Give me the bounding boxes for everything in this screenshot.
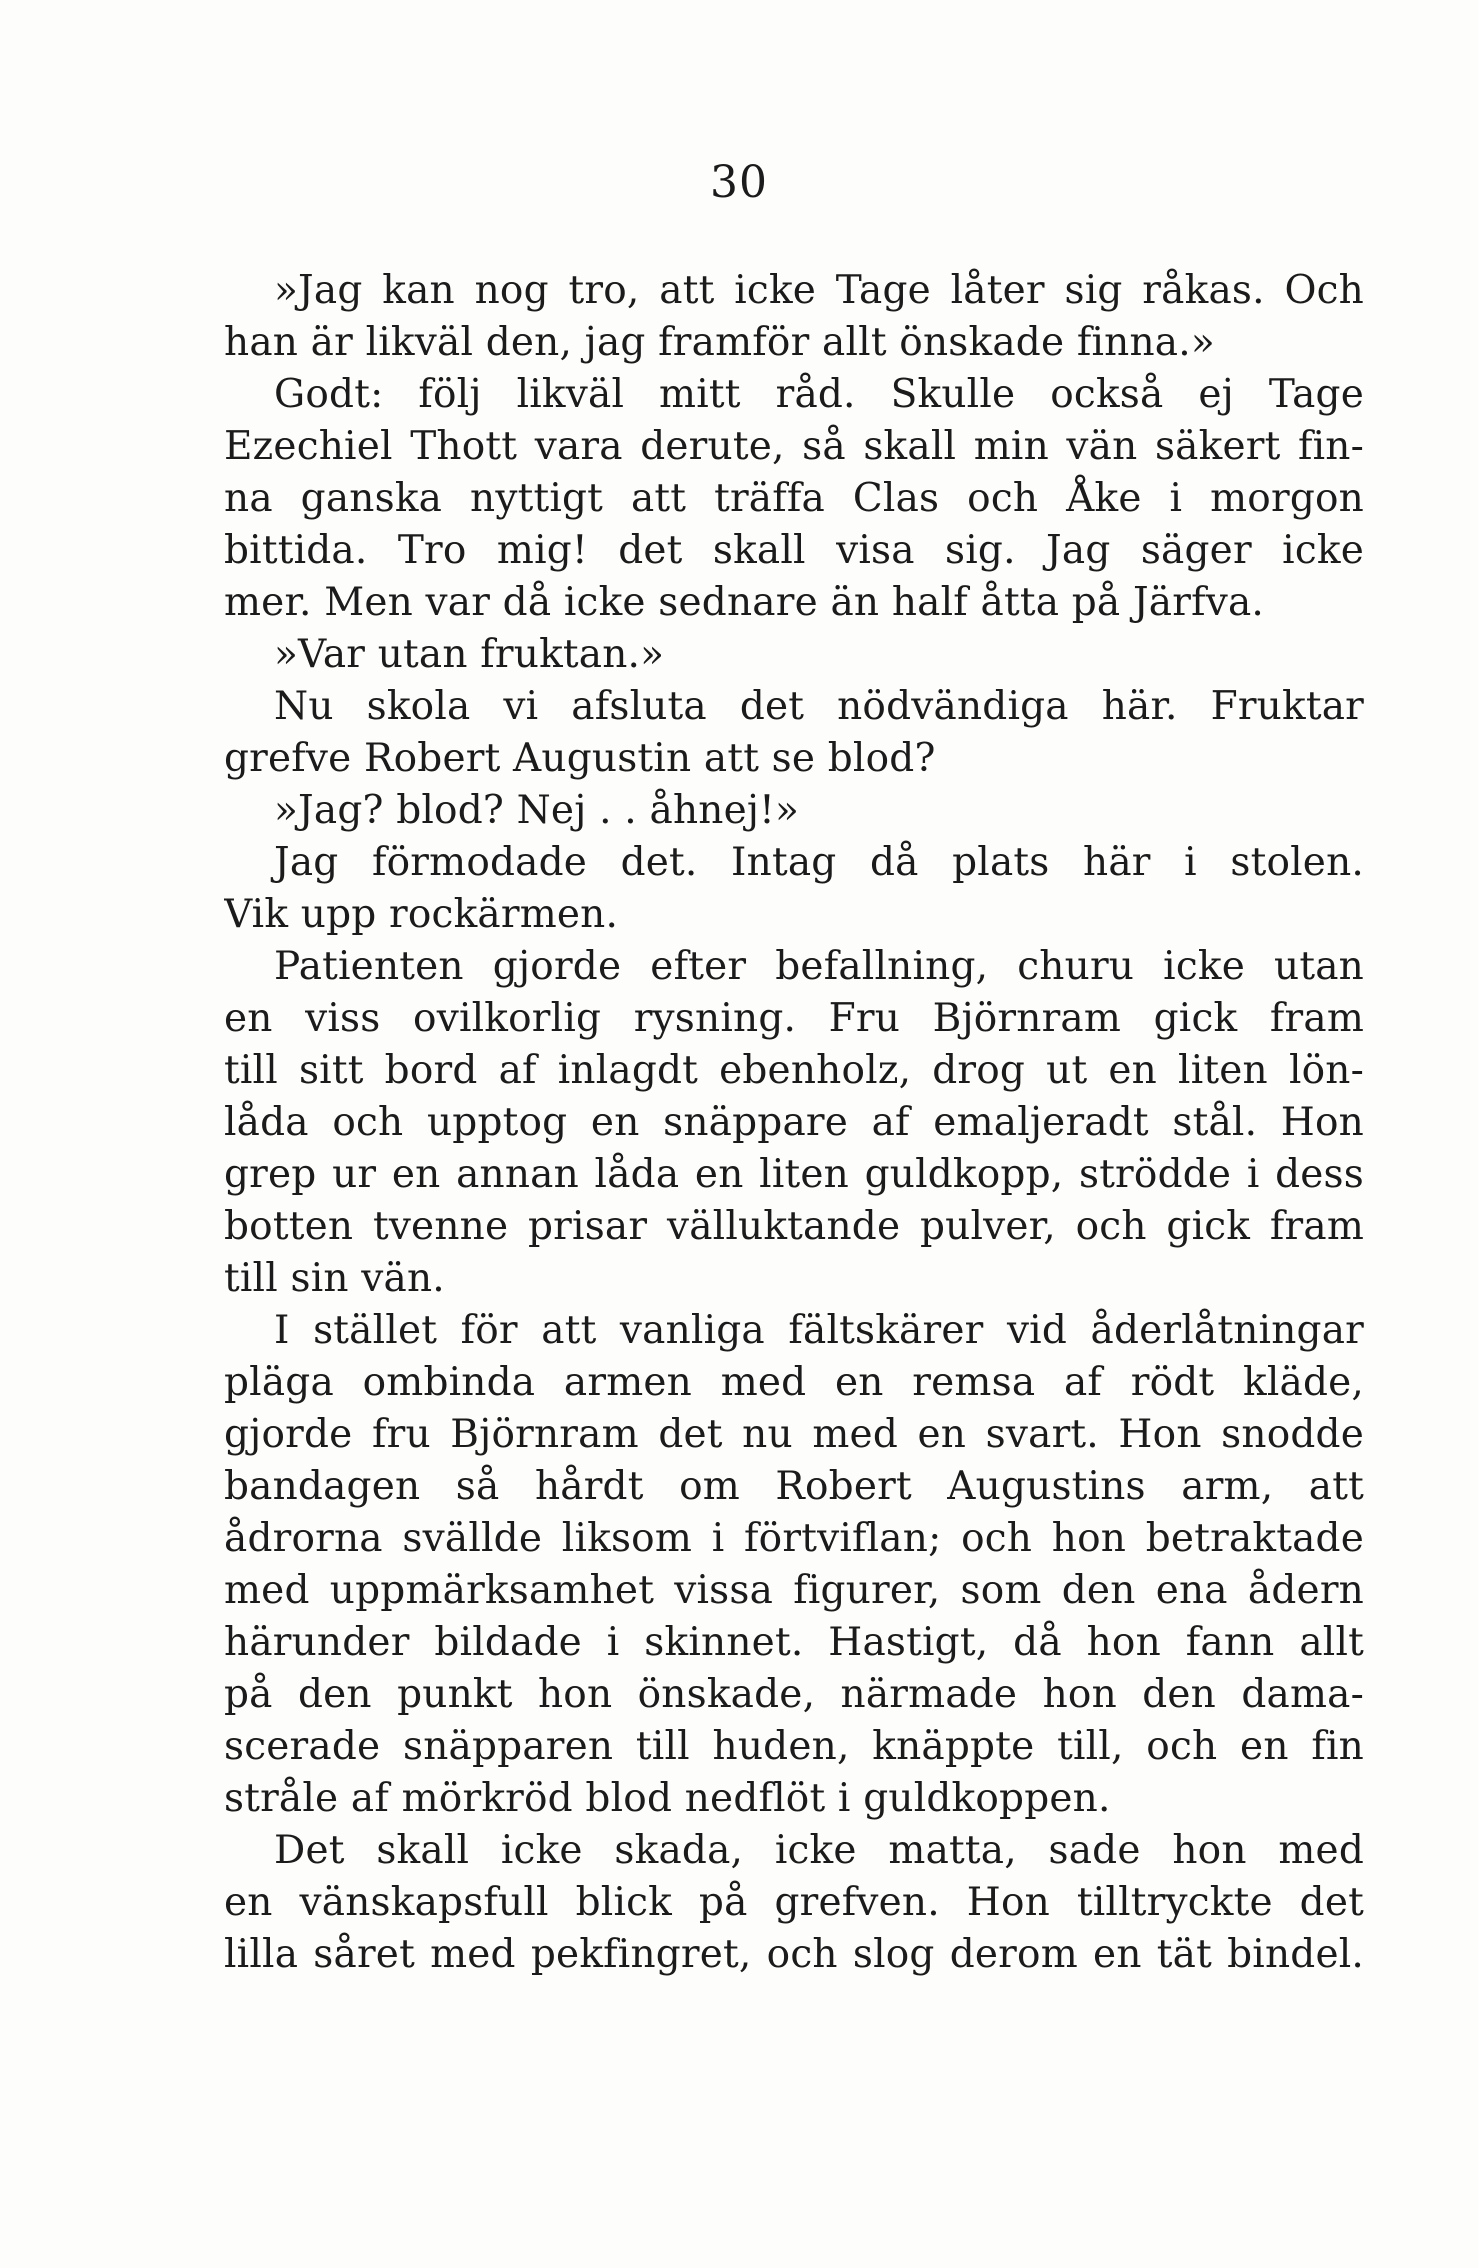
text-line: na ganska nyttigt att träffa Clas och Åke i morgon <box>224 476 1364 521</box>
text-line: Vik upp rockärmen. <box>224 892 619 937</box>
text-line: till sitt bord af inlagdt ebenholz, drog ut en liten lön- <box>224 1048 1364 1093</box>
text-line: grep ur en annan låda en liten guldkopp, strödde i dess <box>224 1152 1364 1197</box>
text-line: en viss ovilkorlig rysning. Fru Björnram gick fram <box>224 996 1364 1041</box>
text-line: pläga ombinda armen med en remsa af rödt kläde, <box>224 1360 1364 1405</box>
text-line: bittida. Tro mig! det skall visa sig. Jag säger icke <box>224 528 1364 573</box>
text-line: gjorde fru Björnram det nu med en svart. Hon snodde <box>224 1412 1364 1457</box>
body-text <box>224 265 1364 1981</box>
text-line: »Var utan fruktan.» <box>274 632 665 677</box>
text-line: Det skall icke skada, icke matta, sade hon med <box>274 1828 1364 1873</box>
text-line: Godt: följ likväl mitt råd. Skulle också ej Tage <box>274 372 1364 417</box>
text-line: en vänskapsfull blick på grefven. Hon tilltryckte det <box>224 1880 1364 1925</box>
text-line: mer. Men var då icke sednare än half åtta på Järfva. <box>224 580 1264 625</box>
text-line: grefve Robert Augustin att se blod? <box>224 736 936 781</box>
text-line: botten tvenne prisar välluktande pulver, och gick fram <box>224 1204 1364 1249</box>
text-line: låda och upptog en snäppare af emaljeradt stål. Hon <box>224 1100 1364 1145</box>
text-line: Patienten gjorde efter befallning, churu icke utan <box>274 944 1364 989</box>
text-line: Ezechiel Thott vara derute, så skall min vän säkert fin- <box>224 424 1364 469</box>
text-line: lilla såret med pekfingret, och slog derom en tät bindel. <box>224 1932 1364 1977</box>
text-line: I stället för att vanliga fältskärer vid åderlåtningar <box>274 1308 1364 1353</box>
text-line: härunder bildade i skinnet. Hastigt, då hon fann allt <box>224 1620 1364 1665</box>
text-line: Jag förmodade det. Intag då plats här i stolen. <box>274 840 1364 885</box>
text-line: ådrorna svällde liksom i förtviflan; och hon betraktade <box>224 1516 1364 1561</box>
text-line: scerade snäpparen till huden, knäppte till, och en fin <box>224 1724 1364 1769</box>
page-number: 30 <box>710 157 768 208</box>
text-line: han är likväl den, jag framför allt önskade finna.» <box>224 320 1215 365</box>
text-line: Nu skola vi afsluta det nödvändiga här. Fruktar <box>274 684 1364 729</box>
text-line: »Jag? blod? Nej . . åhnej!» <box>274 788 800 833</box>
text-line: till sin vän. <box>224 1256 445 1301</box>
text-line: på den punkt hon önskade, närmade hon den dama- <box>224 1672 1364 1717</box>
text-line: med uppmärksamhet vissa figurer, som den ena ådern <box>224 1568 1364 1613</box>
text-line: bandagen så hårdt om Robert Augustins arm, att <box>224 1464 1364 1509</box>
text-line: »Jag kan nog tro, att icke Tage låter sig råkas. Och <box>274 268 1364 313</box>
text-line: stråle af mörkröd blod nedflöt i guldkoppen. <box>224 1776 1111 1821</box>
